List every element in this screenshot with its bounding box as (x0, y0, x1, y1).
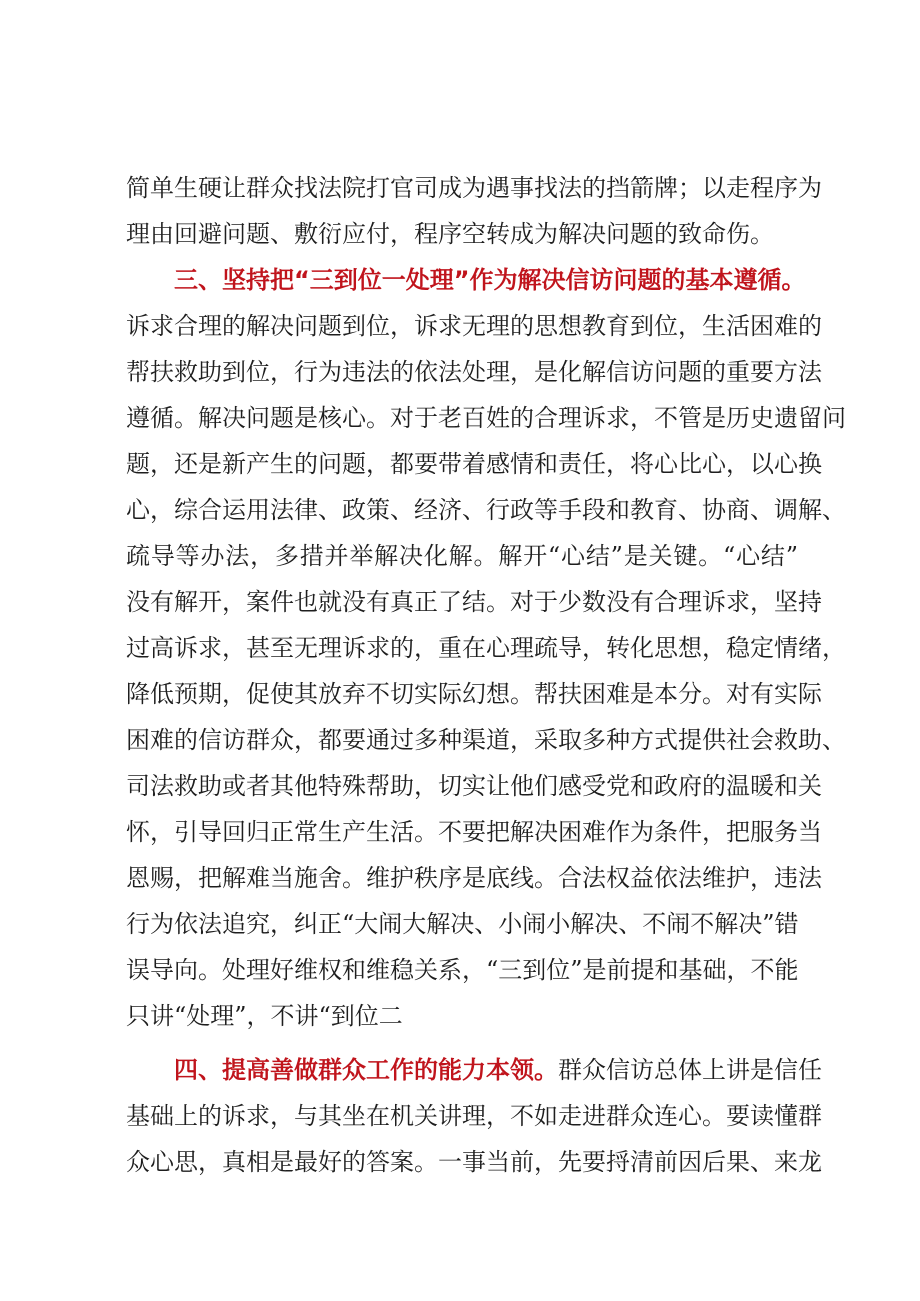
body-line: 误导向。处理好维权和维稳关系，“三到位”是前提和基础，不能 (126, 956, 799, 984)
heading-text: 四、提高善做群众工作的能力本领。 (174, 1056, 558, 1084)
body-line: 行为依法追究，纠正“大闹大解决、小闹小解决、不闹不解决”错 (126, 910, 799, 938)
body-line: 理由回避问题、敷衍应付，程序空转成为解决问题的致命伤。 (126, 220, 774, 248)
body-line: 只讲“处理”，不讲“到位二 (126, 1002, 403, 1030)
body-line: 基础上的诉求，与其坐在机关讲理，不如走进群众连心。要读懂群 (126, 1102, 822, 1130)
body-line: 众心思，真相是最好的答案。一事当前，先要捋清前因后果、来龙 (126, 1148, 822, 1176)
heading-text: 三、坚持把“三到位一处理”作为解决信访问题的基本遵循。 (174, 266, 806, 294)
body-line: 帮扶救助到位，行为违法的依法处理，是化解信访问题的重要方法 (126, 358, 822, 386)
body-line: 疏导等办法，多措并举解决化解。解开“心结”是关键。“心结” (126, 542, 798, 570)
body-line: 诉求合理的解决问题到位，诉求无理的思想教育到位，生活困难的 (126, 312, 822, 340)
section-heading-4 (174, 1050, 822, 1090)
body-line: 心，综合运用法律、政策、经济、行政等手段和教育、协商、调解、 (126, 496, 846, 524)
body-line: 题，还是新产生的问题，都要带着感情和责任，将心比心，以心换 (126, 450, 822, 478)
body-line: 过高诉求，甚至无理诉求的，重在心理疏导，转化思想，稳定情绪， (126, 634, 846, 662)
body-line: 困难的信访群众，都要通过多种渠道，采取多种方式提供社会救助、 (126, 726, 846, 754)
body-line: 没有解开，案件也就没有真正了结。对于少数没有合理诉求，坚持 (126, 588, 822, 616)
body-line: 简单生硬让群众找法院打官司成为遇事找法的挡箭牌；以走程序为 (126, 174, 822, 202)
section-heading-3 (174, 260, 806, 300)
body-line: 遵循。解决问题是核心。对于老百姓的合理诉求，不管是历史遗留问 (126, 404, 846, 432)
body-line: 降低预期，促使其放弃不切实际幻想。帮扶困难是本分。对有实际 (126, 680, 822, 708)
body-line: 怀，引导回归正常生产生活。不要把解决困难作为条件，把服务当 (126, 818, 822, 846)
body-line: 司法救助或者其他特殊帮助，切实让他们感受党和政府的温暖和关 (126, 772, 822, 800)
body-line: 恩赐，把解难当施舍。维护秩序是底线。合法权益依法维护，违法 (126, 864, 822, 892)
heading-rest-text: 群众信访总体上讲是信任 (558, 1056, 822, 1084)
